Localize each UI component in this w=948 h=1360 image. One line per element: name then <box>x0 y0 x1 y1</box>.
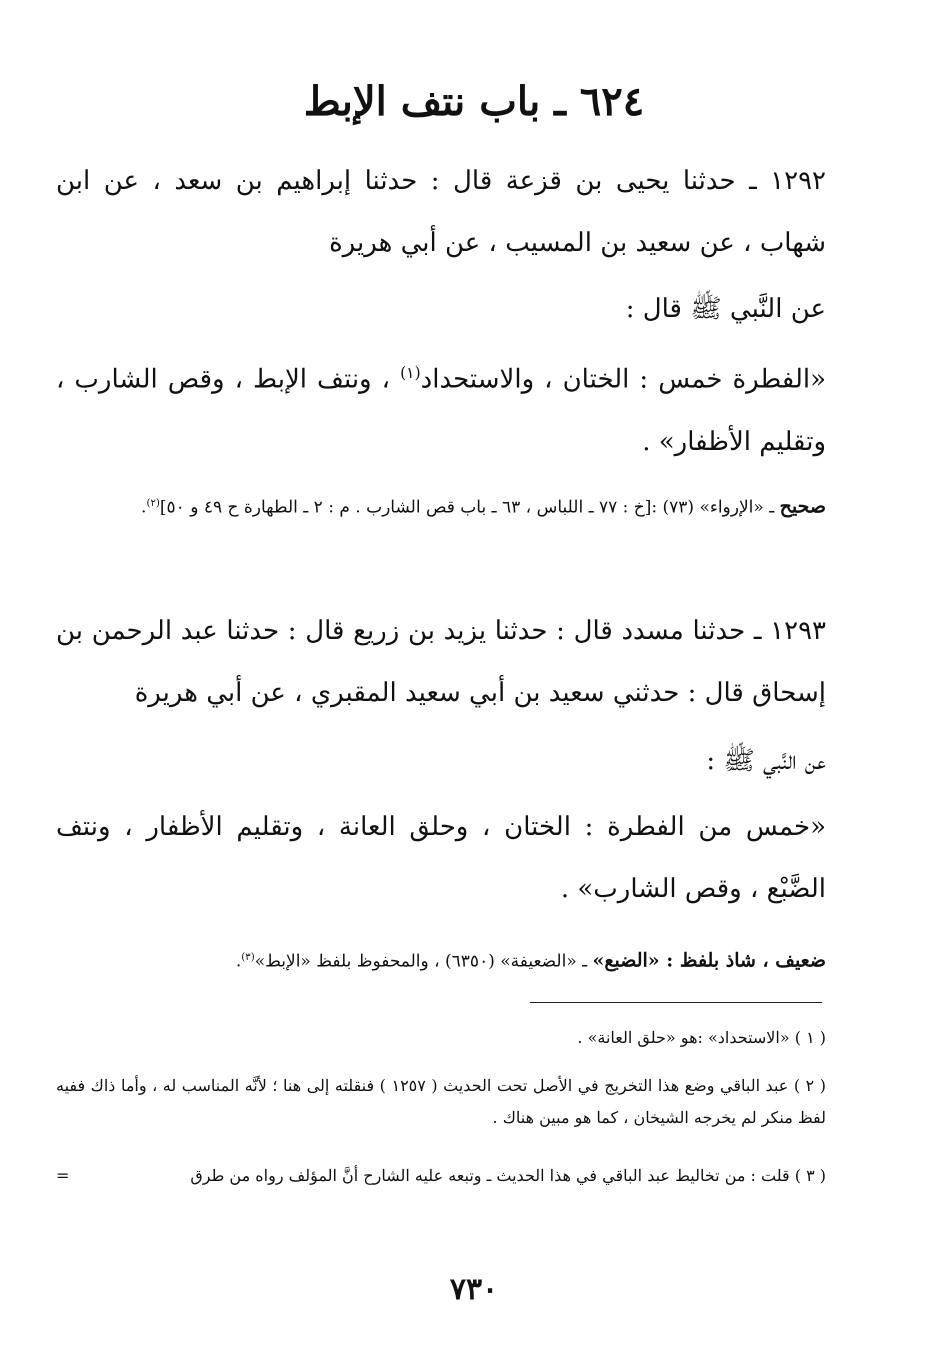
hadith-1292-isnad: ١٢٩٢ ـ حدثنا يحيى بن قزعة قال : حدثنا إبراهيم بن سعد ، عن ابن شهاب ، عن سعيد بن المسيب ، عن أبي هريرة <box>56 166 826 258</box>
footnote-1: ( ١ ) «الاستحداد» :هو «حلق العانة» . <box>577 1028 826 1047</box>
hadith-1292-grade: صحيح ـ «الإرواء» (٧٣) :[خ : ٧٧ ـ اللباس ، ٦٣ ـ باب قص الشارب . م : ٢ ـ الطهارة ح ٤٩ و ٥٠]$^{(٢)}$. <box>141 495 826 518</box>
hadith-1293-prophet-line: عن النَّبي ﷺ : <box>706 746 826 776</box>
matn-part-1: «الفطرة خمس : الختان ، والاستحداد <box>420 364 826 395</box>
footnote-ref-2: (٢) <box>146 498 160 509</box>
grade-label: صحيح <box>779 495 826 518</box>
hadith-1293-grade: ضعيف ، شاذ بلفظ : «الضبع» ـ «الضعيفة» (٦٣٥٠) ، والمحفوظ بلفظ «الإبط»$^{(٣)}$. <box>235 949 826 972</box>
page-number: ٧٣٠ <box>449 1272 499 1307</box>
footnote-3-text: ( ٣ ) قلت : من تخاليط عبد الباقي في هذا الحديث ـ وتبعه عليه الشارح أنَّ المؤلف رواه من طرق <box>190 1166 826 1185</box>
hadith-1293-isnad: ١٢٩٣ ـ حدثنا مسدد قال : حدثنا يزيد بن زريع قال : حدثنا عبد الرحمن بن إسحاق قال : حدثني سعيد بن أبي سعيد المقبري ، عن أبي هريرة <box>56 616 826 708</box>
continuation-mark: = <box>56 1166 70 1185</box>
hadith-1292-prophet-line: عن النَّبي ﷺ قال : <box>625 294 826 324</box>
hadith-1293-matn: «خمس من الفطرة : الختان ، وحلق العانة ، وتقليم الأظفار ، ونتف الضَّبْع ، وقص الشارب» . <box>56 812 826 904</box>
footnote-ref-1: (١) <box>400 364 421 382</box>
footnote-separator <box>530 1002 822 1003</box>
matn-part-2: ، ونتف الإبط ، وقص الشارب ، وتقليم الأظفار» . <box>56 364 826 457</box>
footnote-2: ( ٢ ) عبد الباقي وضع هذا التخريج في الأصل تحت الحديث ( ١٢٥٧ ) فنقلته إلى هنا ؛ لأنَّه المناسب له ، وأما ذاك ففيه لفظ منكر لم يخرجه الشيخان ، كما هو مبين هناك . <box>56 1076 827 1127</box>
footnote-3 <box>56 1160 826 1192</box>
hadith-1292-matn <box>56 342 826 473</box>
chapter-title: ٦٢٤ ـ باب نتف الإبط <box>303 78 645 125</box>
grade-text: ـ «الضعيفة» (٦٣٥٠) ، والمحفوظ بلفظ «الإبط» <box>254 951 588 972</box>
grade-label: ضعيف ، شاذ بلفظ : «الضبع» <box>592 949 826 972</box>
grade-text: ـ «الإرواء» (٧٣) :[خ : ٧٧ ـ اللباس ، ٦٣ ـ باب قص الشارب . م : ٢ ـ الطهارة ح ٤٩ و ٥٠] <box>159 497 775 518</box>
footnote-ref-3: (٣) <box>241 952 255 963</box>
